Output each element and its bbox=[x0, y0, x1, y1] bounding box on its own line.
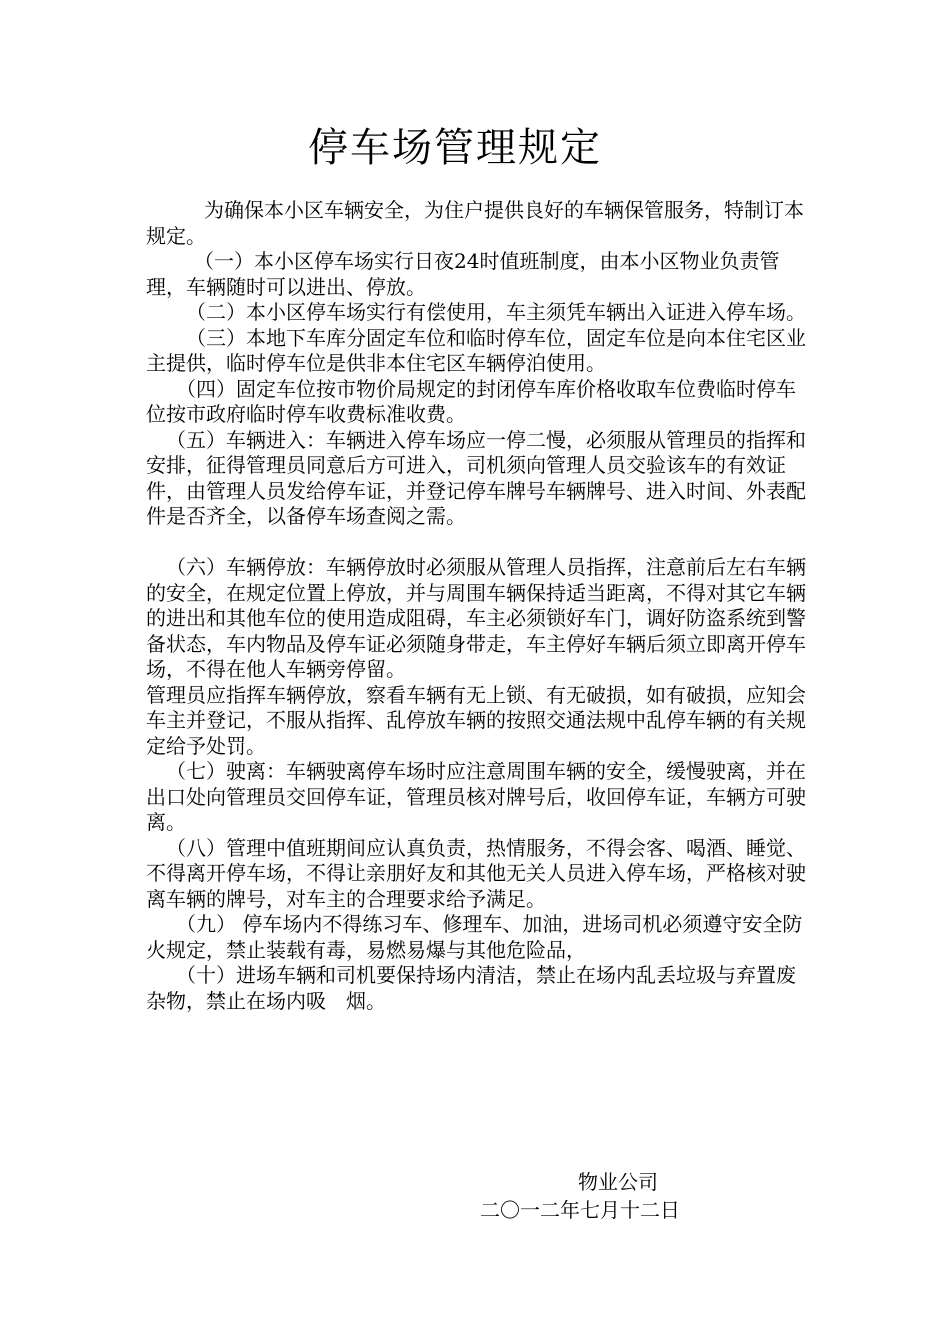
document-body bbox=[146, 198, 814, 1014]
clause-8: （八）管理中值班期间应认真负责，热情服务，不得会客、喝酒、睡觉、不得离开停车场，不得让亲朋好友和其他无关人员进入停车场，严格核对驶离车辆的牌号，对车主的合理要求给予满足。 bbox=[146, 835, 806, 911]
clause-5: （五）车辆进入：车辆进入停车场应一停二慢，必须服从管理员的指挥和安排，征得管理员同意后方可进入，司机须向管理人员交验该车的有效证件，由管理人员发给停车证，并登记停车牌号车辆牌号、进入时间、外表配件是否齐全，以备停车场查阅之需。 bbox=[146, 427, 806, 528]
clause-3: （三）本地下车库分固定车位和临时停车位，固定车位是向本住宅区业主提供，临时停车位是供非本住宅区车辆停泊使用。 bbox=[146, 325, 806, 375]
document-title: 停车场管理规定 bbox=[308, 125, 602, 171]
clause-7: （七）驶离：车辆驶离停车场时应注意周围车辆的安全，缓慢驶离，并在出口处向管理员交回停车证，管理员核对牌号后，收回停车证，车辆方可驶离。 bbox=[146, 759, 806, 834]
signature-company: 物业公司 bbox=[578, 1170, 658, 1194]
clause-1: （一）本小区停车场实行日夜24时值班制度，由本小区物业负责管理，车辆随时可以进出、停放。 bbox=[146, 249, 780, 299]
clause-9: （九） 停车场内不得练习车、修理车、加油，进场司机必须遵守安全防火规定，禁止装载有毒，易燃易爆与其他危险品， bbox=[146, 912, 803, 962]
signature-date: 二〇一二年七月十二日 bbox=[480, 1198, 680, 1222]
clause-4: （四）固定车位按市物价局规定的封闭停车库价格收取车位费临时停车位按市政府临时停车收费标准收费。 bbox=[146, 376, 796, 426]
signature-block bbox=[480, 1168, 740, 1224]
clause-2: （二）本小区停车场实行有偿使用，车主须凭车辆出入证进入停车场。 bbox=[186, 300, 806, 324]
intro-paragraph: 为确保本小区车辆安全，为住户提供良好的车辆保管服务，特制订本规定。 bbox=[146, 198, 804, 248]
clause-10: （十）进场车辆和司机要保持场内清洁，禁止在场内乱丢垃圾与弃置废杂物，禁止在场内吸 烟。 bbox=[146, 963, 796, 1013]
paragraph-spacer bbox=[146, 530, 814, 556]
clause-6-continuation: 管理员应指挥车辆停放，察看车辆有无上锁、有无破损，如有破损，应知会车主并登记，不服从指挥、乱停放车辆的按照交通法规中乱停车辆的有关规定给予处罚。 bbox=[146, 682, 806, 758]
clause-6: （六）车辆停放：车辆停放时必须服从管理人员指挥，注意前后左右车辆的安全，在规定位置上停放，并与周围车辆保持适当距离，不得对其它车辆的进出和其他车位的使用造成阻碍，车主必须锁好车门，调好防盗系统到警备状态，车内物品及停车证必须随身带走，车主停好车辆后须立即离开停车场，不得在他人车辆旁停留。 bbox=[146, 555, 806, 681]
